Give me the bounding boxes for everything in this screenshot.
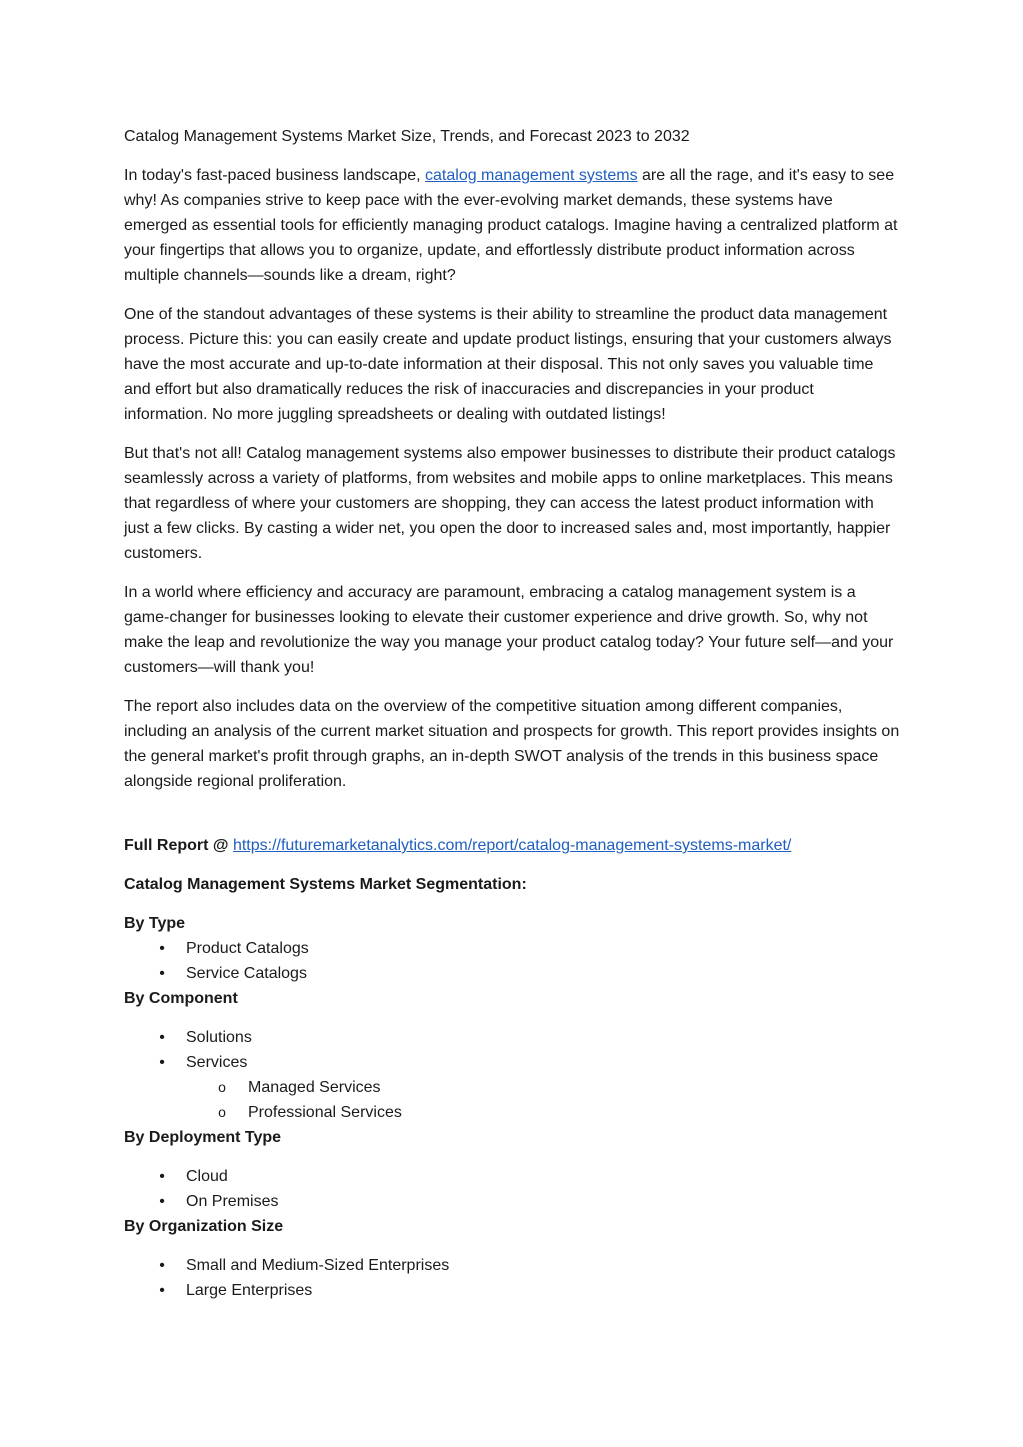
- by-type-list: [124, 936, 900, 986]
- bullet-icon: •: [159, 1257, 165, 1274]
- bullet-icon: •: [159, 940, 165, 957]
- list-item-label: Cloud: [186, 1168, 228, 1185]
- list-item-label: Product Catalogs: [186, 940, 309, 957]
- section-spacer: [124, 808, 900, 833]
- bullet-icon: •: [159, 1168, 165, 1185]
- intro-text-end: are all the rage, and it's easy to see why! As companies strive to keep pace with the ever-evolving market demands, these systems have emerged as essential tools for efficiently managing product catalogs. Imagine having a centralized platform at your fingertips that allows you to organize, update, and effortlessly distribute product information across multiple channels—sounds like a dream, right?: [124, 167, 898, 284]
- segmentation-heading: Catalog Management Systems Market Segmentation:: [124, 876, 527, 893]
- list-item: [124, 1278, 900, 1303]
- paragraph-distribution: But that's not all! Catalog management systems also empower businesses to distribute their product catalogs seamlessly across a variety of platforms, from websites and mobile apps to online marketplaces. This means that regardless of where your customers are shopping, they can access the latest product information with just a few clicks. By casting a wider net, you open the door to increased sales and, most importantly, happier customers.: [124, 445, 896, 562]
- sub-list-item-label: Managed Services: [248, 1079, 381, 1096]
- sub-list-item-label: Professional Services: [248, 1104, 402, 1121]
- by-component-list: [124, 1025, 900, 1125]
- circle-bullet-icon: o: [218, 1079, 226, 1095]
- by-component-heading: By Component: [124, 990, 238, 1007]
- paragraph-report-overview: The report also includes data on the overview of the competitive situation among different companies, including an analysis of the current market situation and prospects for growth. This report provides insights on the general market's profit through graphs, an in-depth SWOT analysis of the trends in this business space alongside regional proliferation.: [124, 698, 900, 790]
- list-item: [124, 1164, 900, 1189]
- full-report-link[interactable]: https://futuremarketanalytics.com/report/catalog-management-systems-market/: [232, 837, 792, 854]
- list-item: [124, 961, 900, 986]
- paragraph-advantages: One of the standout advantages of these systems is their ability to streamline the product data management process. Picture this: you can easily create and update product listings, ensuring that your customers always have the most accurate and up-to-date information at their disposal. This not only saves you valuable time and effort but also dramatically reduces the risk of inaccuracies and discrepancies in your product information. No more juggling spreadsheets or dealing with outdated listings!: [124, 306, 892, 423]
- list-item-label: Service Catalogs: [186, 965, 307, 982]
- bullet-icon: •: [159, 1282, 165, 1299]
- list-item: [124, 1050, 900, 1125]
- intro-text-start: In today's fast-paced business landscape,: [124, 167, 426, 184]
- list-item-label: On Premises: [186, 1193, 279, 1210]
- by-type-heading: By Type: [124, 915, 186, 932]
- document-page: [124, 124, 900, 1303]
- services-sub-list: [186, 1075, 900, 1125]
- list-item-label: Large Enterprises: [186, 1282, 313, 1299]
- list-item: [124, 1025, 900, 1050]
- list-item-label: Solutions: [186, 1029, 252, 1046]
- document-title: Catalog Management Systems Market Size, Trends, and Forecast 2023 to 2032: [124, 128, 690, 145]
- circle-bullet-icon: o: [218, 1104, 226, 1120]
- sub-list-item: [186, 1100, 900, 1125]
- list-item: [124, 936, 900, 961]
- list-item-label: Small and Medium-Sized Enterprises: [186, 1257, 450, 1274]
- list-item-label: Services: [186, 1054, 248, 1071]
- sub-list-item: [186, 1075, 900, 1100]
- paragraph-conclusion: In a world where efficiency and accuracy are paramount, embracing a catalog management system is a game-changer for businesses looking to elevate their customer experience and drive growth. So, why not make the leap and revolutionize the way you manage your product catalog today? Your future self—and your customers—will thank you!: [124, 584, 894, 676]
- by-org-size-list: [124, 1253, 900, 1303]
- full-report-label: Full Report @: [124, 837, 233, 854]
- bullet-icon: •: [159, 1054, 165, 1071]
- catalog-management-systems-link[interactable]: catalog management systems: [425, 167, 638, 184]
- intro-paragraph: [124, 163, 900, 288]
- list-item: [124, 1253, 900, 1278]
- by-deployment-heading: By Deployment Type: [124, 1129, 282, 1146]
- full-report-line: [124, 833, 900, 858]
- by-deployment-list: [124, 1164, 900, 1214]
- bullet-icon: •: [159, 1029, 165, 1046]
- by-org-size-heading: By Organization Size: [124, 1218, 284, 1235]
- list-item: [124, 1189, 900, 1214]
- bullet-icon: •: [159, 965, 165, 982]
- bullet-icon: •: [159, 1193, 165, 1210]
